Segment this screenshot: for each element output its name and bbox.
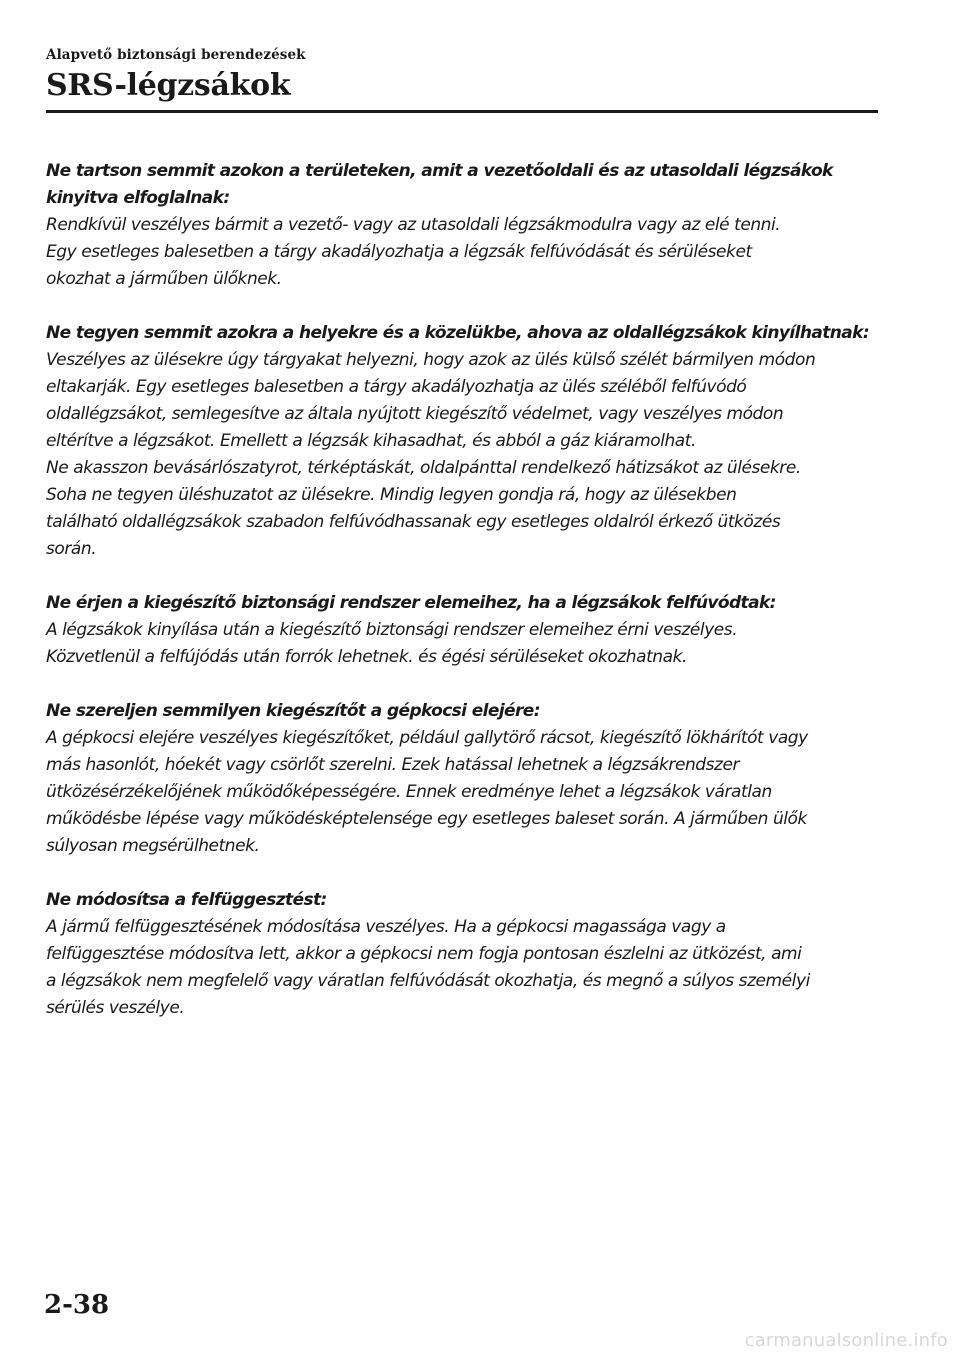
warning-text-line: A jármű felfüggesztésének módosítása veszélyes. Ha a gépkocsi magassága vagy a — [46, 917, 726, 937]
warning-text-line: más hasonlót, hóekét vagy csörlőt szerelni. Ezek hatással lehetnek a légzsákrendszer — [46, 755, 740, 775]
warning-block — [46, 590, 878, 671]
warning-text-line: Soha ne tegyen üléshuzatot az ülésekre. Mindig legyen gondja rá, hogy az ülésekben — [46, 485, 737, 505]
page-header — [46, 46, 878, 106]
warning-text-line: Közvetlenül a felfújódás után forrók lehetnek. és égési sérüléseket okozhatnak. — [46, 647, 687, 667]
header-divider — [46, 110, 878, 113]
warning-heading: Ne tartson semmit azokon a területeken, amit a vezetőoldali és az utasoldali légzsákok — [46, 161, 833, 181]
warning-block — [46, 158, 878, 293]
warning-heading: kinyitva elfoglalnak: — [46, 188, 230, 208]
warning-text-line: oldallégzsákot, semlegesítve az általa nyújtott kiegészítő védelmet, vagy veszélyes módon — [46, 404, 784, 424]
page-number: 2-38 — [44, 1290, 110, 1320]
warning-text-line: eltérítve a légzsákot. Emellett a légzsák kihasadhat, és abból a gáz kiáramolhat. — [46, 431, 696, 451]
warning-content — [46, 158, 878, 1049]
warning-text-line: felfüggesztése módosítva lett, akkor a gépkocsi nem fogja pontosan észlelni az ütközést, ami — [46, 944, 802, 964]
warning-text-line: Rendkívül veszélyes bármit a vezető- vagy az utasoldali légzsákmodulra vagy az elé tenni. — [46, 215, 781, 235]
warning-text-line: eltakarják. Egy esetleges balesetben a tárgy akadályozhatja az ülés széléből felfúvódó — [46, 377, 747, 397]
warning-text-line: Ne akasszon bevásárlószatyrot, térképtáskát, oldalpánttal rendelkező hátizsákot az ülésekre. — [46, 458, 801, 478]
warning-text-line: okozhat a járműben ülőknek. — [46, 269, 282, 289]
warning-heading: Ne szereljen semmilyen kiegészítőt a gépkocsi elejére: — [46, 701, 540, 721]
section-label: Alapvető biztonsági berendezések — [46, 47, 306, 63]
warning-text-line: a légzsákok nem megfelelő vagy váratlan felfúvódását okozhatja, és megnő a súlyos személyi — [46, 971, 810, 991]
warning-text-line: A légzsákok kinyílása után a kiegészítő biztonsági rendszer elemeihez érni veszélyes. — [46, 620, 738, 640]
page-title: SRS-légzsákok — [46, 68, 291, 103]
warning-heading: Ne módosítsa a felfüggesztést: — [46, 890, 327, 910]
warning-text-line: sérülés veszélye. — [46, 998, 185, 1018]
warning-text-line: A gépkocsi elejére veszélyes kiegészítőket, például gallytörő rácsot, kiegészítő lökhárítót vagy — [46, 728, 808, 748]
warning-block — [46, 320, 878, 563]
warning-heading: Ne érjen a kiegészítő biztonsági rendszer elemeihez, ha a légzsákok felfúvódtak: — [46, 593, 776, 613]
watermark: carmanualsonline.info — [744, 1330, 948, 1351]
warning-heading: Ne tegyen semmit azokra a helyekre és a közelükbe, ahova az oldallégzsákok kinyílhatnak: — [46, 323, 870, 343]
warning-text-line: Veszélyes az ülésekre úgy tárgyakat helyezni, hogy azok az ülés külső szélét bármilyen módon — [46, 350, 816, 370]
warning-block — [46, 887, 878, 1022]
warning-text-line: működésbe lépése vagy működésképtelensége egy esetleges baleset során. A járműben ülők — [46, 809, 807, 829]
warning-text-line: ütközésérzékelőjének működőképességére. Ennek eredménye lehet a légzsákok váratlan — [46, 782, 772, 802]
warning-text-line: során. — [46, 539, 97, 559]
warning-text-line: Egy esetleges balesetben a tárgy akadályozhatja a légzsák felfúvódását és sérüléseket — [46, 242, 752, 262]
warning-text-line: található oldallégzsákok szabadon felfúvódhassanak egy esetleges oldalról érkező ütközés — [46, 512, 781, 532]
warning-block — [46, 698, 878, 860]
warning-text-line: súlyosan megsérülhetnek. — [46, 836, 260, 856]
